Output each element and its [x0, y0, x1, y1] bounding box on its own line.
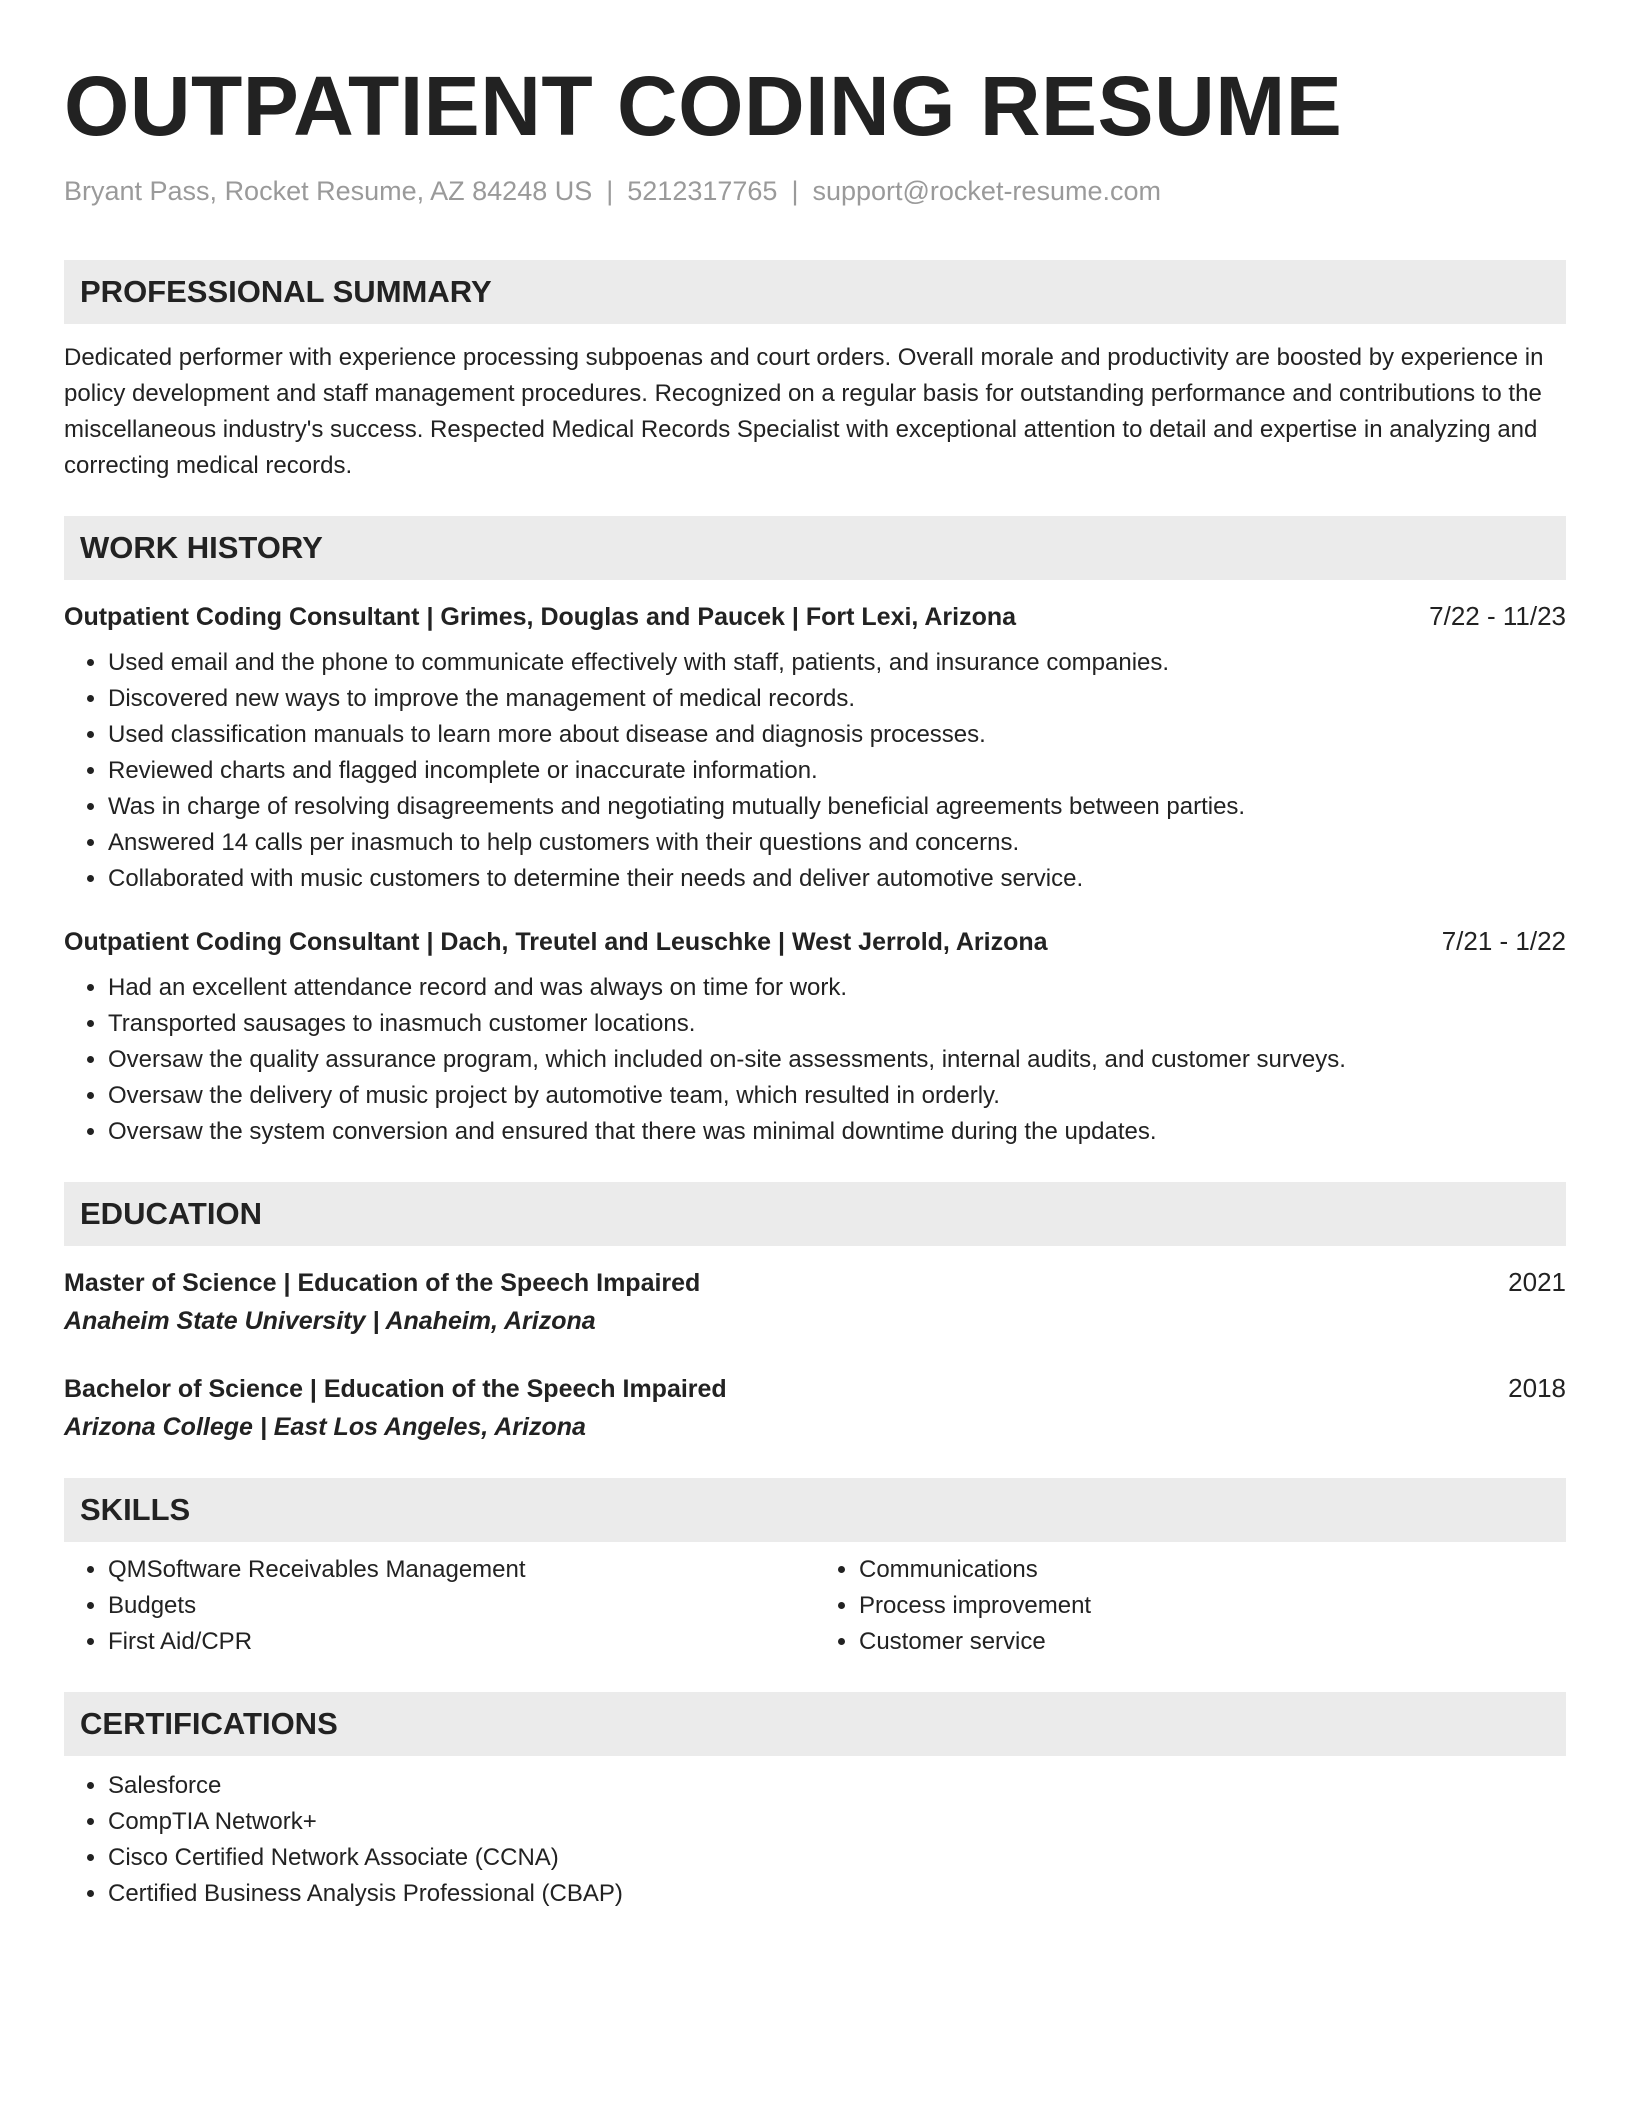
list-item: • Cisco Certified Network Associate (CCNA) — [108, 1840, 1566, 1876]
section-heading-certifications: CERTIFICATIONS — [64, 1692, 1566, 1756]
list-item: • Oversaw the system conversion and ensured that there was minimal downtime during the updates. — [108, 1114, 1566, 1150]
skills-columns — [64, 1552, 1566, 1660]
skills-list-right — [815, 1552, 1566, 1660]
contact-email: support@rocket-resume.com — [812, 176, 1161, 206]
list-item: • Salesforce — [108, 1768, 1566, 1804]
list-item: • Transported sausages to inasmuch customer locations. — [108, 1006, 1566, 1042]
list-item: • Communications — [859, 1552, 1566, 1588]
section-heading-work-history: WORK HISTORY — [64, 516, 1566, 580]
list-item: • CompTIA Network+ — [108, 1804, 1566, 1840]
list-item: • Oversaw the quality assurance program, which included on-site assessments, internal audits, and customer surveys. — [108, 1042, 1566, 1078]
list-item: • Oversaw the delivery of music project by automotive team, which resulted in orderly. — [108, 1078, 1566, 1114]
education-school: Arizona College | East Los Angeles, Arizona — [64, 1413, 586, 1441]
list-item: • Used classification manuals to learn more about disease and diagnosis processes. — [108, 717, 1566, 753]
resume-page — [64, 58, 1566, 1912]
job-bullets — [64, 645, 1566, 897]
education-school: Anaheim State University | Anaheim, Arizona — [64, 1307, 596, 1335]
job-dates: 7/22 - 11/23 — [1429, 601, 1566, 631]
section-heading-education: EDUCATION — [64, 1182, 1566, 1246]
job-title: Outpatient Coding Consultant | Grimes, Douglas and Paucek | Fort Lexi, Arizona — [64, 603, 1017, 631]
list-item: • Reviewed charts and flagged incomplete or inaccurate information. — [108, 753, 1566, 789]
certifications-list — [64, 1768, 1566, 1912]
list-item: • Customer service — [859, 1624, 1566, 1660]
contact-line — [64, 174, 1566, 208]
list-item: • Had an excellent attendance record and was always on time for work. — [108, 970, 1566, 1006]
job-dates: 7/21 - 1/22 — [1441, 926, 1566, 956]
job-title: Outpatient Coding Consultant | Dach, Treutel and Leuschke | West Jerrold, Arizona — [64, 928, 1048, 956]
list-item: • QMSoftware Receivables Management — [108, 1552, 815, 1588]
contact-address: Bryant Pass, Rocket Resume, AZ 84248 US — [64, 176, 593, 206]
job-bullets — [64, 970, 1566, 1150]
list-item: • First Aid/CPR — [108, 1624, 815, 1660]
list-item: • Process improvement — [859, 1588, 1566, 1624]
contact-phone: 5212317765 — [627, 176, 778, 206]
list-item: • Used email and the phone to communicate effectively with staff, patients, and insurance companies. — [108, 645, 1566, 681]
list-item: • Budgets — [108, 1588, 815, 1624]
education-degree: Bachelor of Science | Education of the Speech Impaired — [64, 1375, 727, 1403]
section-heading-summary: PROFESSIONAL SUMMARY — [64, 260, 1566, 324]
list-item: • Answered 14 calls per inasmuch to help customers with their questions and concerns. — [108, 825, 1566, 861]
job-entry — [64, 598, 1566, 897]
contact-separator: | — [791, 176, 799, 206]
contact-separator: | — [606, 176, 614, 206]
education-year: 2018 — [1508, 1373, 1566, 1403]
list-item: • Discovered new ways to improve the management of medical records. — [108, 681, 1566, 717]
job-entry — [64, 923, 1566, 1150]
section-heading-skills: SKILLS — [64, 1478, 1566, 1542]
education-degree: Master of Science | Education of the Speech Impaired — [64, 1269, 701, 1297]
list-item: • Certified Business Analysis Professional (CBAP) — [108, 1876, 1566, 1912]
skills-list-left — [64, 1552, 815, 1660]
list-item: • Collaborated with music customers to determine their needs and deliver automotive service. — [108, 861, 1566, 897]
summary-text: Dedicated performer with experience processing subpoenas and court orders. Overall morale and productivity are boosted by experience in policy development and staff management procedures. Recognized on a regular basis for outstanding performance and contributions to the miscellaneous industry's success. Respected Medical Records Specialist with exceptional attention to detail and expertise in analyzing and correcting medical records. — [64, 344, 1544, 479]
list-item: • Was in charge of resolving disagreements and negotiating mutually beneficial agreements between parties. — [108, 789, 1566, 825]
education-year: 2021 — [1508, 1267, 1566, 1297]
education-entry — [64, 1264, 1566, 1340]
education-entry — [64, 1370, 1566, 1446]
resume-title: OUTPATIENT CODING RESUME — [64, 59, 1343, 153]
